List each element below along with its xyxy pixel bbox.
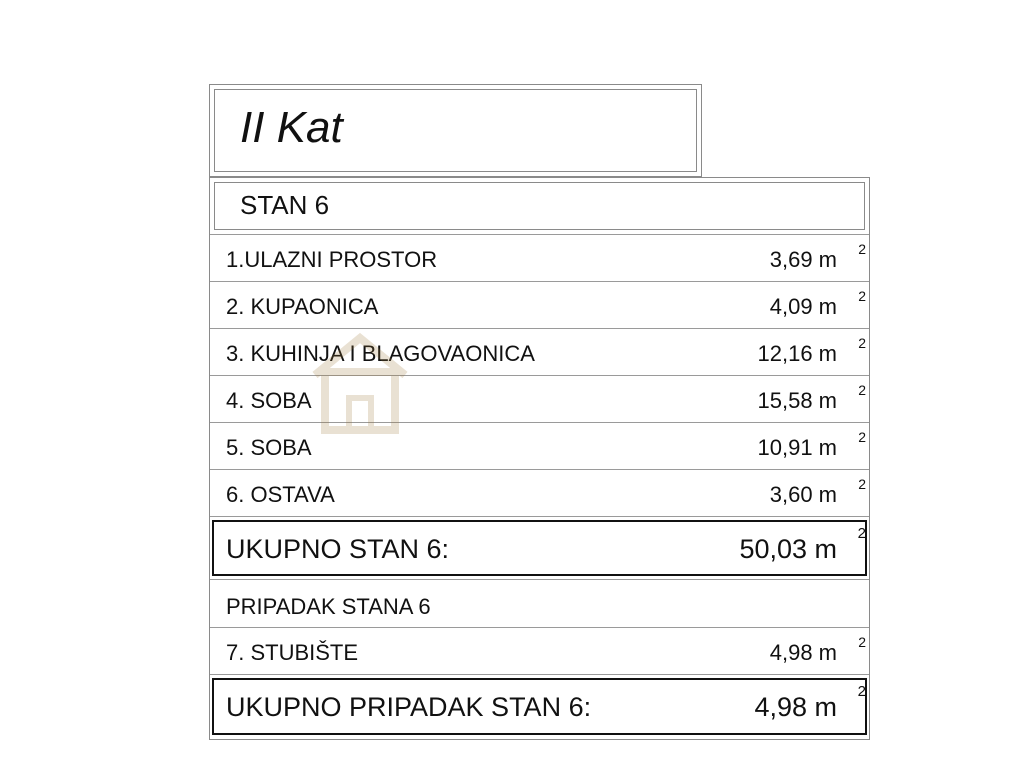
appurtenance-heading-row (210, 580, 869, 628)
area-unit-superscript: 2 (858, 634, 866, 650)
floor-title: II Kat (240, 103, 343, 152)
room-label: 6. OSTAVA (226, 482, 335, 507)
area-table (209, 177, 870, 740)
room-row (210, 423, 869, 470)
appurtenance-heading: PRIPADAK STANA 6 (226, 594, 431, 619)
floor-title-box (209, 84, 702, 177)
room-area: 12,16 m (757, 341, 837, 366)
room-label: 5. SOBA (226, 435, 312, 460)
appurtenance-total-label: UKUPNO PRIPADAK STAN 6: (226, 692, 592, 722)
room-row (210, 376, 869, 423)
apartment-total-row (210, 517, 869, 580)
area-unit-superscript: 2 (858, 241, 866, 257)
apartment-total-area: 50,03 m (739, 534, 837, 564)
room-row (210, 282, 869, 329)
area-unit-superscript: 2 (858, 476, 866, 492)
room-area: 3,60 m (769, 482, 837, 507)
room-label: 3. KUHINJA I BLAGOVAONICA (226, 341, 535, 366)
appurtenance-row (210, 628, 869, 675)
apartment-title: STAN 6 (240, 190, 330, 220)
area-unit-superscript: 2 (858, 429, 866, 445)
apartment-header-row (210, 178, 869, 235)
area-unit-superscript: 2 (857, 683, 866, 700)
room-row (210, 329, 869, 376)
apartment-total-label: UKUPNO STAN 6: (226, 534, 450, 564)
area-unit-superscript: 2 (858, 335, 866, 351)
room-row (210, 235, 869, 282)
room-area: 10,91 m (757, 435, 837, 460)
appurtenance-area: 4,98 m (769, 640, 837, 665)
area-unit-superscript: 2 (857, 525, 866, 542)
room-area: 4,09 m (769, 294, 837, 319)
area-unit-superscript: 2 (858, 288, 866, 304)
room-label: 1.ULAZNI PROSTOR (226, 247, 438, 272)
appurtenance-label: 7. STUBIŠTE (226, 640, 359, 665)
room-label: 4. SOBA (226, 388, 312, 413)
room-area: 3,69 m (769, 247, 837, 272)
room-area: 15,58 m (757, 388, 837, 413)
room-label: 2. KUPAONICA (226, 294, 379, 319)
appurtenance-total-area: 4,98 m (754, 692, 837, 722)
area-unit-superscript: 2 (858, 382, 866, 398)
appurtenance-total-row (210, 675, 869, 738)
room-row (210, 470, 869, 517)
